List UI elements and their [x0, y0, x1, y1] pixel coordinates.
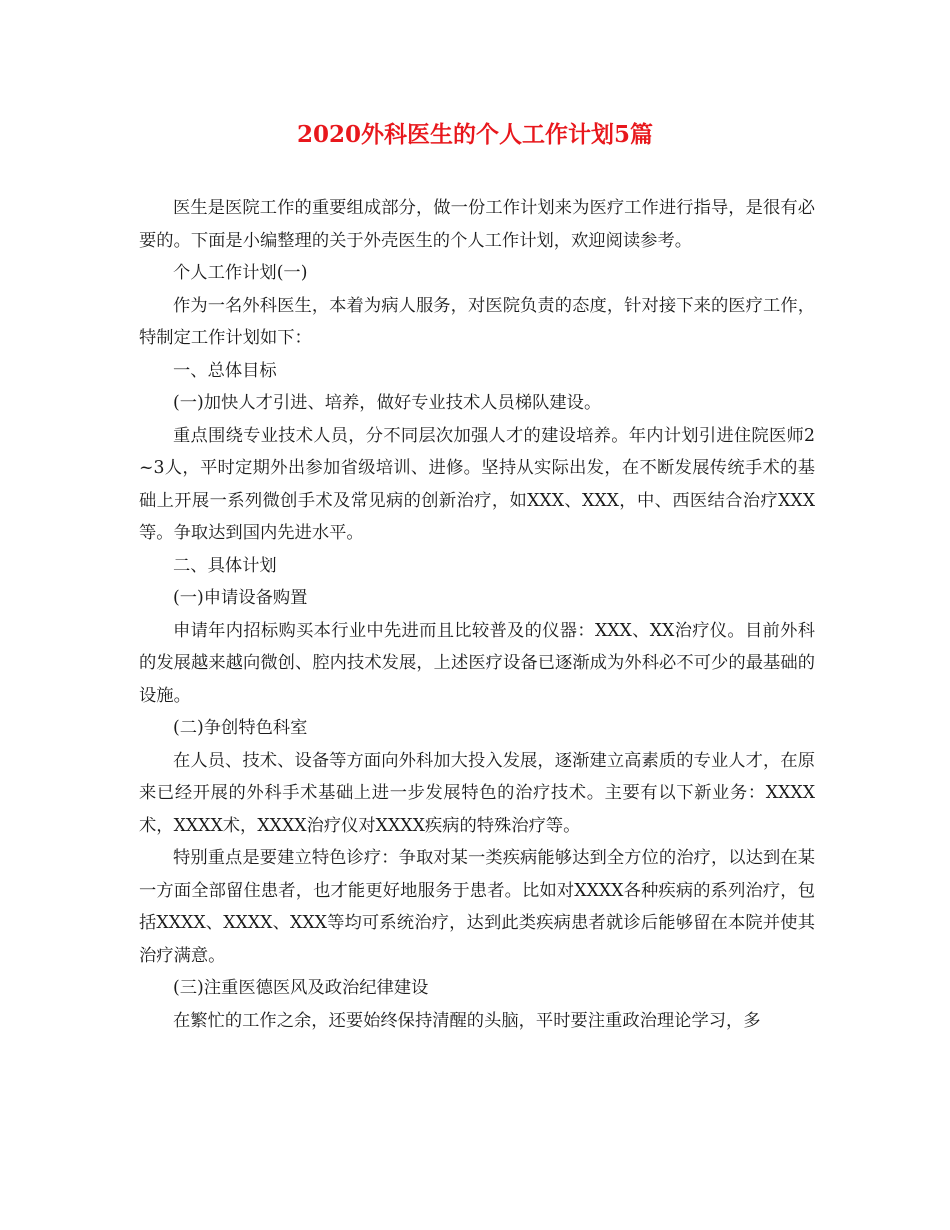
- paragraph: 在人员、技术、设备等方面向外科加大投入发展，逐渐建立高素质的专业人才，在原来已经开展的外科手术基础上进一步发展特色的治疗技术。主要有以下新业务：XXXX术，XXXX术，XXXX治疗仪对XXXX疾病的特殊治疗等。: [139, 750, 815, 836]
- paragraph: 特别重点是要建立特色诊疗：争取对某一类疾病能够达到全方位的治疗，以达到在某一方面全部留住患者，也才能更好地服务于患者。比如对XXXX各种疾病的系列治疗，包括XXXX、XXXX、XXX等均可系统治疗，达到此类疾病患者就诊后能够留在本院并使其治疗满意。: [139, 848, 815, 966]
- subsection-heading: (三)注重医德医风及政治纪律建设: [173, 978, 429, 998]
- subsection-heading: (一)加快人才引进、培养，做好专业技术人员梯队建设。: [173, 393, 602, 413]
- paragraph: 重点围绕专业技术人员，分不同层次加强人才的建设培养。年内计划引进住院医师2~3人，平时定期外出参加省级培训、进修。坚持从实际出发，在不断发展传统手术的基础上开展一系列微创手术及常见病的创新治疗，如XXX、XXX，中、西医结合治疗XXX等。争取达到国内先进水平。: [139, 425, 815, 543]
- document-body: [139, 192, 815, 1037]
- paragraph: 申请年内招标购买本行业中先进而且比较普及的仪器：XXX、XX治疗仪。目前外科的发展越来越向微创、腔内技术发展，上述医疗设备已逐渐成为外科必不可少的最基础的设施。: [139, 620, 815, 706]
- section-heading: 个人工作计划(一): [173, 263, 308, 283]
- paragraph: 作为一名外科医生，本着为病人服务，对医院负责的态度，针对接下来的医疗工作，特制定工作计划如下：: [139, 295, 815, 348]
- section-heading: 一、总体目标: [173, 360, 277, 381]
- section-heading: 二、具体计划: [173, 555, 277, 576]
- paragraph: 在繁忙的工作之余，还要始终保持清醒的头脑，平时要注重政治理论学习，多: [173, 1010, 761, 1031]
- subsection-heading: (一)申请设备购置: [173, 588, 308, 608]
- document-title: 2020外科医生的个人工作计划5篇: [296, 121, 654, 148]
- paragraph: 医生是医院工作的重要组成部分，做一份工作计划来为医疗工作进行指导，是很有必要的。下面是小编整理的关于外壳医生的个人工作计划，欢迎阅读参考。: [139, 198, 815, 251]
- subsection-heading: (二)争创特色科室: [173, 718, 308, 738]
